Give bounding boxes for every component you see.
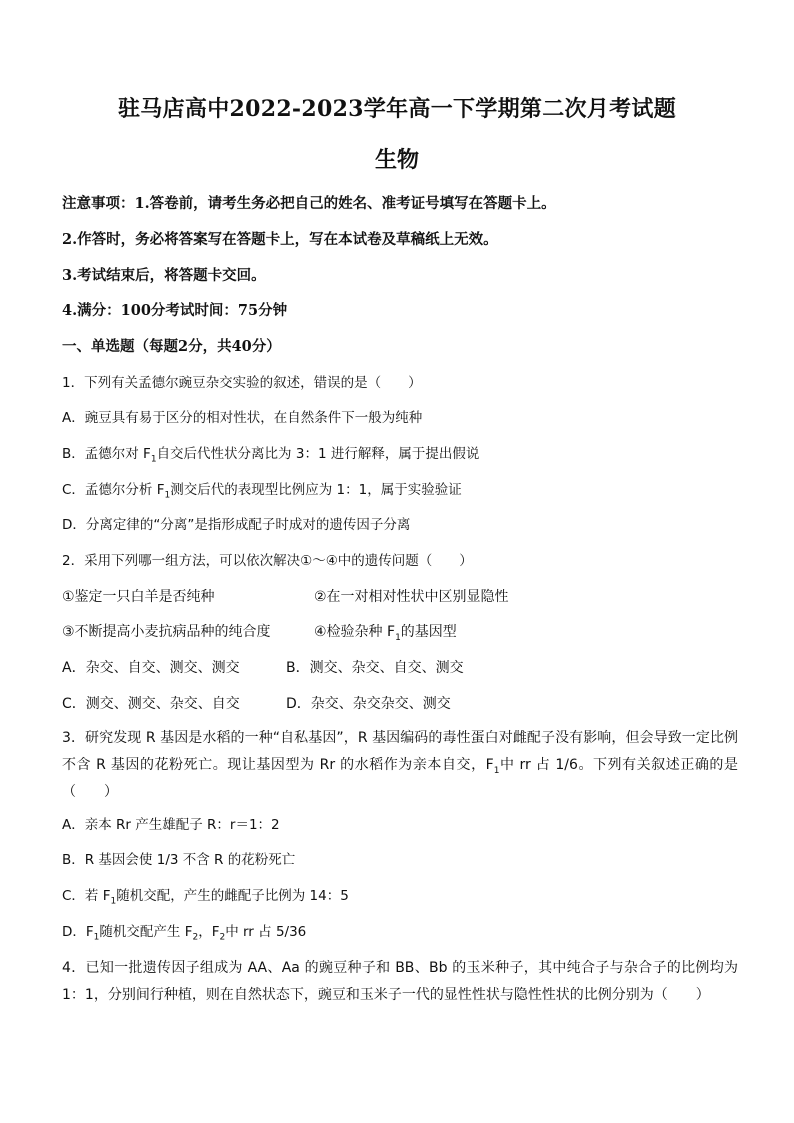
note-line-2: 2.作答时，务必将答案写在答题卡上，写在本试卷及草稿纸上无效。	[62, 231, 498, 248]
q2-item-1: ①鉴定一只白羊是否纯种	[62, 589, 215, 605]
q3-option-d: D．$F_1$随机交配产生 $F_2$，$F_2$中 rr 占 5/36	[62, 924, 307, 943]
note-line-4: 4.满分：100分考试时间：75分钟	[62, 302, 288, 319]
q2-option-a: A．杂交、自交、测交、测交	[62, 660, 240, 676]
q3-option-b: B．R 基因会使 1/3 不含 R 的花粉死亡	[62, 852, 296, 868]
q2-item-4: ④检验杂种 $F_1$的基因型	[314, 624, 457, 643]
exam-title: 驻马店高中2022-2023学年高一下学期第二次月考试题	[118, 96, 676, 122]
q1-option-b: B．孟德尔对 $F_1$自交后代性状分离比为 3：1 进行解释，属于提出假说	[62, 446, 480, 465]
q2-option-c: C．测交、测交、杂交、自交	[62, 696, 240, 712]
subject-title: 生物	[374, 147, 419, 173]
q2-option-b: B．测交、杂交、自交、测交	[286, 660, 464, 676]
q1-stem: 1．下列有关孟德尔豌豆杂交实验的叙述，错误的是（ ）	[62, 375, 422, 391]
q3-option-c: C．若 $F_1$随机交配，产生的雌配子比例为 14：5	[62, 888, 349, 907]
q3-stem: 3．研究发现 R 基因是水稻的一种“自私基因”，R 基因编码的毒性蛋白对雌配子没有影响，但会导致一定比例不含 R 基因的花粉死亡。现让基因型为 Rr 的水稻作为亲本自交，$F_1$中 rr 占 1/6。下列有关叙述正确的是（ ）	[62, 730, 738, 800]
q2-option-d: D．杂交、杂交杂交、测交	[286, 696, 451, 712]
q2-item-3: ③不断提高小麦抗病品种的纯合度	[62, 624, 271, 640]
q1-option-a: A．豌豆具有易于区分的相对性状，在自然条件下一般为纯种	[62, 410, 423, 426]
q1-option-c: C．孟德尔分析 $F_1$测交后代的表现型比例应为 1：1，属于实验验证	[62, 482, 462, 501]
q2-stem: 2．采用下列哪一组方法，可以依次解决①～④中的遗传问题（ ）	[62, 553, 473, 569]
q3-option-a: A．亲本 Rr 产生雄配子 R：r＝1：2	[62, 817, 280, 833]
section-heading: 一、单选题（每题2分，共40分）	[62, 338, 281, 355]
q4-stem: 4．已知一批遗传因子组成为 AA、Aa 的豌豆种子和 BB、Bb 的玉米种子，其中纯合子与杂合子的比例均为 1：1，分别间行种植，则在自然状态下，豌豆和玉米子一代的显性性状与隐性性状的比例分别为（ ）	[62, 960, 738, 1003]
q1-option-d: D．分离定律的“分离”是指形成配子时成对的遗传因子分离	[62, 517, 411, 533]
q2-item-2: ②在一对相对性状中区别显隐性	[314, 589, 509, 605]
note-line-3: 3.考试结束后，将答题卡交回。	[62, 267, 266, 284]
note-line-1: 注意事项：1.答卷前，请考生务必把自己的姓名、准考证号填写在答题卡上。	[62, 195, 556, 212]
